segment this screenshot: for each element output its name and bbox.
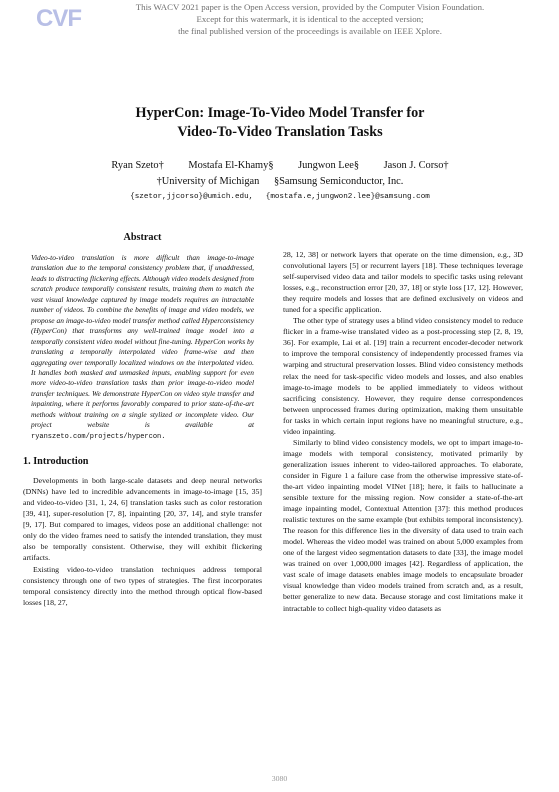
right-column <box>283 249 523 614</box>
author-name: Ryan Szeto† <box>111 160 164 171</box>
body-paragraph: 28, 12, 38] or network layers that operate on the time dimension, e.g., 3D convolutional layers [5] or recurrent layers [18]. These techniques leverage self-supervised video data and tailor models to specific tasks using relevant losses, e.g., reconstruction error [20, 37, 18] or style loss [17, 12]. However, they require models and losses that are defined exclusively on videos and tuned for a specific application. <box>283 250 523 315</box>
affiliation: §Samsung Semiconductor, Inc. <box>273 176 404 187</box>
section-heading-introduction: 1. Introduction <box>23 456 89 468</box>
cvf-logo: CVF <box>36 5 81 32</box>
open-access-watermark <box>110 1 510 37</box>
author-emails <box>40 192 520 203</box>
abstract-text: Video-to-video translation is more difficult than image-to-image translation due to the temporal consistency problem that, if unaddressed, leads to distracting flickering effects. Although video models designed from scratch produce temporally consistent results, training them to match the vast visual knowledge captured by image models requires an intractable number of videos. To combine the benefits of image and video models, we propose an image-to-video model transfer method called Hyperconsistency (HyperCon) that transforms any well-trained image model into a temporally consistent video model without fine-tuning. HyperCon works by translating a temporally interpolated video frame-wise and then aggregating over temporally localized windows on the interpolated video. It handles both masked and unmasked inputs, enabling support for even more video-to-video translation tasks than prior image-to-video model transfer techniques. We demonstrate HyperCon on video style transfer and inpainting, where it performs favorably compared to prior state-of-the-art methods without training on a single stylized or incomplete video. Our project website is available at ryanszeto.com/projects/hypercon. <box>31 253 254 441</box>
body-paragraph: The other type of strategy uses a blind video consistency model to reduce flicker in a frame-wise translated video as a post-processing step [2, 8, 19, 36]. For example, Lai et al. [19] train a recurrent encoder-decoder network to improve the temporal consistency of independently processed frames via warping and structural preservation losses. Blind video consistency methods relax the need for task-specific video models and losses, and also enables image-to-image models to be applied immediately to videos without sacrificing consistency. However, they require dense correspondences between unprocessed frames during optimization, making them unsuitable for tasks in which certain input regions have no meaningful structure, e.g., video inpainting. <box>283 316 523 436</box>
author-affiliations <box>40 174 520 190</box>
email: {mostafa.e,jungwon2.lee}@samsung.com <box>265 193 430 201</box>
author-name: Mostafa El-Khamy§ <box>188 160 274 171</box>
author-name: Jason J. Corso† <box>383 160 449 171</box>
abstract-heading: Abstract <box>123 232 162 243</box>
watermark-line: This WACV 2021 paper is the Open Access version, provided by the Computer Vision Foundation. <box>135 2 485 12</box>
watermark-line: the final published version of the proceedings is available on IEEE Xplore. <box>178 26 442 36</box>
body-paragraph: Similarly to blind video consistency models, we opt to impart image-to-image models with temporal consistency, motivated primarily by generalization issues inherent to video-tailored approaches. To elaborate, consider in Figure 1 a failure case from the otherwise impressive state-of-the-art video inpainting model VINet [18]; here, it fails to hallucinate a sensible texture for the missing region. Now consider a state-of-the-art image inpainting model, Contextual Attention [37]: this method produces realistic textures on the same example (but exhibits temporal inconsistency). The reason for this difference lies in the diversity of data used to train each model. Whereas the video model was trained on about 5,000 examples from one of the largest video segmentation datasets to date [33], the image model was trained on over 1,000,000 images [42]. Regardless of application, the vast scale of image datasets enables image models to encapsulate broader visual knowledge than video models trained from scratch and, as a result, better generalize to new data. Because storage and cost limitations make it intractable to collect high-quality video datasets as <box>283 437 523 613</box>
paper-title: HyperCon: Image-To-Video Model Transfer for Video-To-Video Translation Tasks <box>135 105 425 140</box>
body-paragraph: Developments in both large-scale datasets and deep neural networks (DNNs) have led to incredible advancements in image-to-image [15, 35] and video-to-video [31, 1, 24, 6] translation tasks such as color restoration [39, 41], super-resolution [7, 8], inpainting [20, 37, 14], and style transfer [9, 17]. But compared to images, videos pose an additional challenge: not only do the video frames need to satisfy the intended translation, they must also be temporally consistent. Otherwise, they will exhibit flickering artifacts. <box>23 476 262 563</box>
left-column <box>23 232 262 608</box>
page-number: 3080 <box>271 774 288 783</box>
body-paragraph: Existing video-to-video translation techniques address temporal consistency through one of two types of strategies. The first incorporates temporal consistency directly into the method through optical flow-based losses [18, 27, <box>23 564 262 607</box>
author-names <box>40 158 520 174</box>
watermark-line: Except for this watermark, it is identical to the accepted version; <box>196 14 424 24</box>
email: {szetor,jjcorso}@umich.edu, <box>130 193 254 201</box>
project-url[interactable]: ryanszeto.com/projects/hypercon. <box>31 432 166 441</box>
affiliation: †University of Michigan <box>156 176 260 187</box>
author-name: Jungwon Lee§ <box>298 160 360 171</box>
author-block <box>40 158 520 190</box>
